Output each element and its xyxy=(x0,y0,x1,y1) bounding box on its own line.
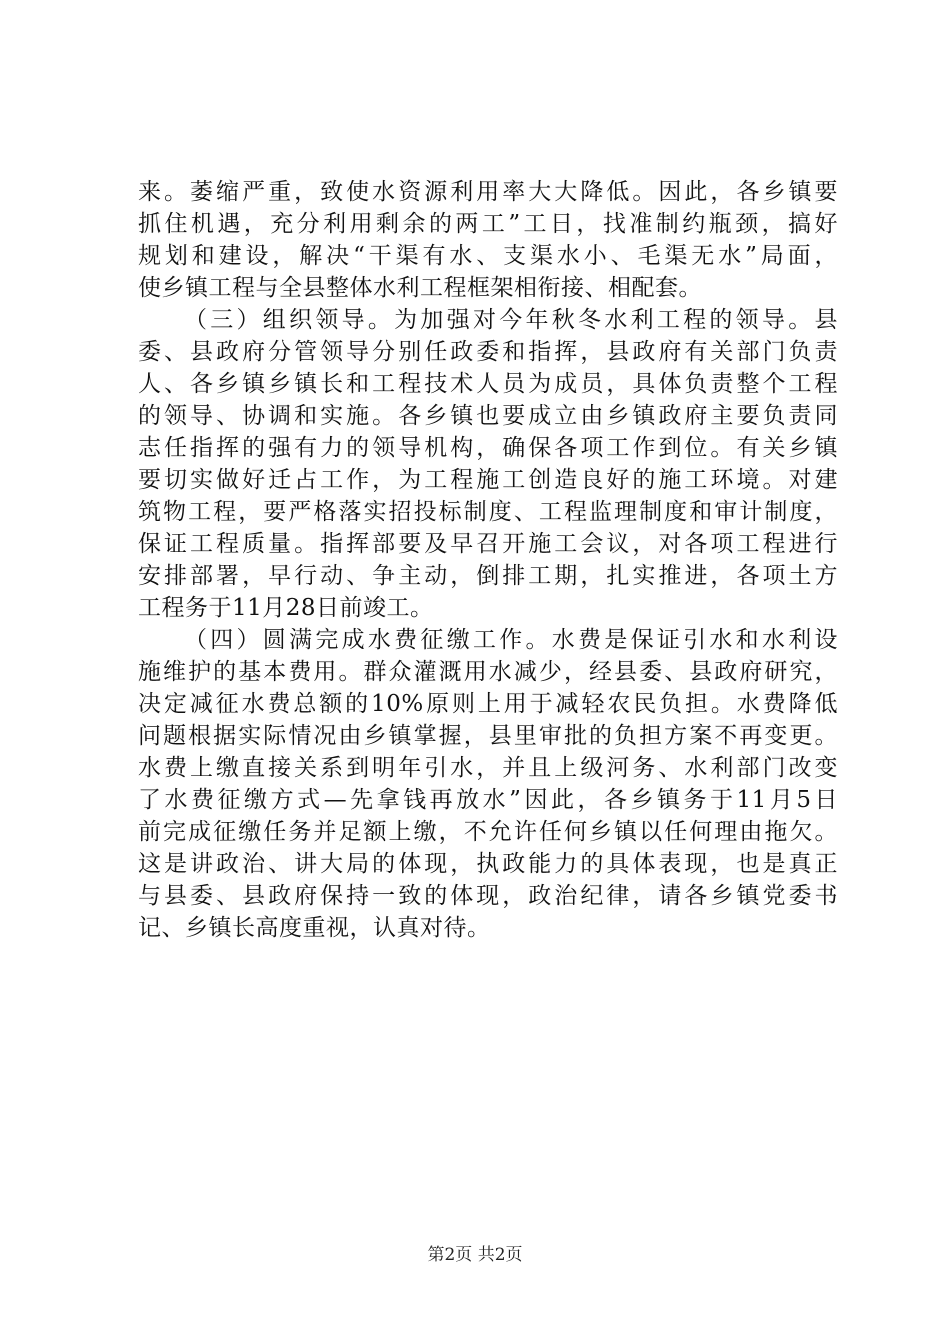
text-line: （四）圆满完成水费征缴工作。水费是保证引水和水利设 xyxy=(184,627,838,653)
text-line: 与县委、县政府保持一致的体现，政治纪律，请各乡镇党委书 xyxy=(138,883,838,909)
text-line: 决定减征水费总额的10%原则上用于减轻农民负担。水费降低 xyxy=(138,691,838,717)
text-line: 来。萎缩严重，致使水资源利用率大大降低。因此，各乡镇要 xyxy=(138,179,838,205)
text-line: 安排部署，早行动、争主动，倒排工期，扎实推进，各项土方 xyxy=(138,563,838,589)
text-line: 记、乡镇长高度重视，认真对待。 xyxy=(138,915,491,941)
text-line: 抓住机遇，充分利用剩余的两工”工日，找准制约瓶颈，搞好 xyxy=(138,211,838,237)
text-line: 志任指挥的强有力的领导机构，确保各项工作到位。有关乡镇 xyxy=(138,435,838,461)
text-line: 委、县政府分管领导分别任政委和指挥，县政府有关部门负责 xyxy=(138,339,838,365)
text-line: 这是讲政治、讲大局的体现，执政能力的具体表现，也是真正 xyxy=(138,851,838,877)
text-line: 使乡镇工程与全县整体水利工程框架相衔接、相配套。 xyxy=(138,275,702,301)
text-line: 工程务于11月28日前竣工。 xyxy=(138,595,434,621)
text-line: 了水费征缴方式—先拿钱再放水”因此，各乡镇务于11月5日 xyxy=(138,787,838,813)
text-line: 人、各乡镇乡镇长和工程技术人员为成员，具体负责整个工程 xyxy=(138,371,838,397)
text-line: 前完成征缴任务并足额上缴，不允许任何乡镇以任何理由拖欠。 xyxy=(138,819,838,845)
text-line: （三）组织领导。为加强对今年秋冬水利工程的领导。县 xyxy=(184,307,838,333)
text-line: 要切实做好迁占工作，为工程施工创造良好的施工环境。对建 xyxy=(138,467,838,493)
text-line: 水费上缴直接关系到明年引水，并且上级河务、水利部门改变 xyxy=(138,755,838,781)
text-line: 保证工程质量。指挥部要及早召开施工会议，对各项工程进行 xyxy=(138,531,838,557)
text-line: 规划和建设，解决“干渠有水、支渠水小、毛渠无水”局面， xyxy=(138,243,838,269)
text-line: 施维护的基本费用。群众灌溉用水减少，经县委、县政府研究， xyxy=(138,659,838,685)
document-body xyxy=(138,176,838,944)
text-line: 筑物工程，要严格落实招投标制度、工程监理制度和审计制度， xyxy=(138,499,838,525)
text-line: 的领导、协调和实施。各乡镇也要成立由乡镇政府主要负责同 xyxy=(138,403,838,429)
text-line: 问题根据实际情况由乡镇掌握，县里审批的负担方案不再变更。 xyxy=(138,723,838,749)
page-number-footer: 第2页 共2页 xyxy=(427,1245,523,1265)
